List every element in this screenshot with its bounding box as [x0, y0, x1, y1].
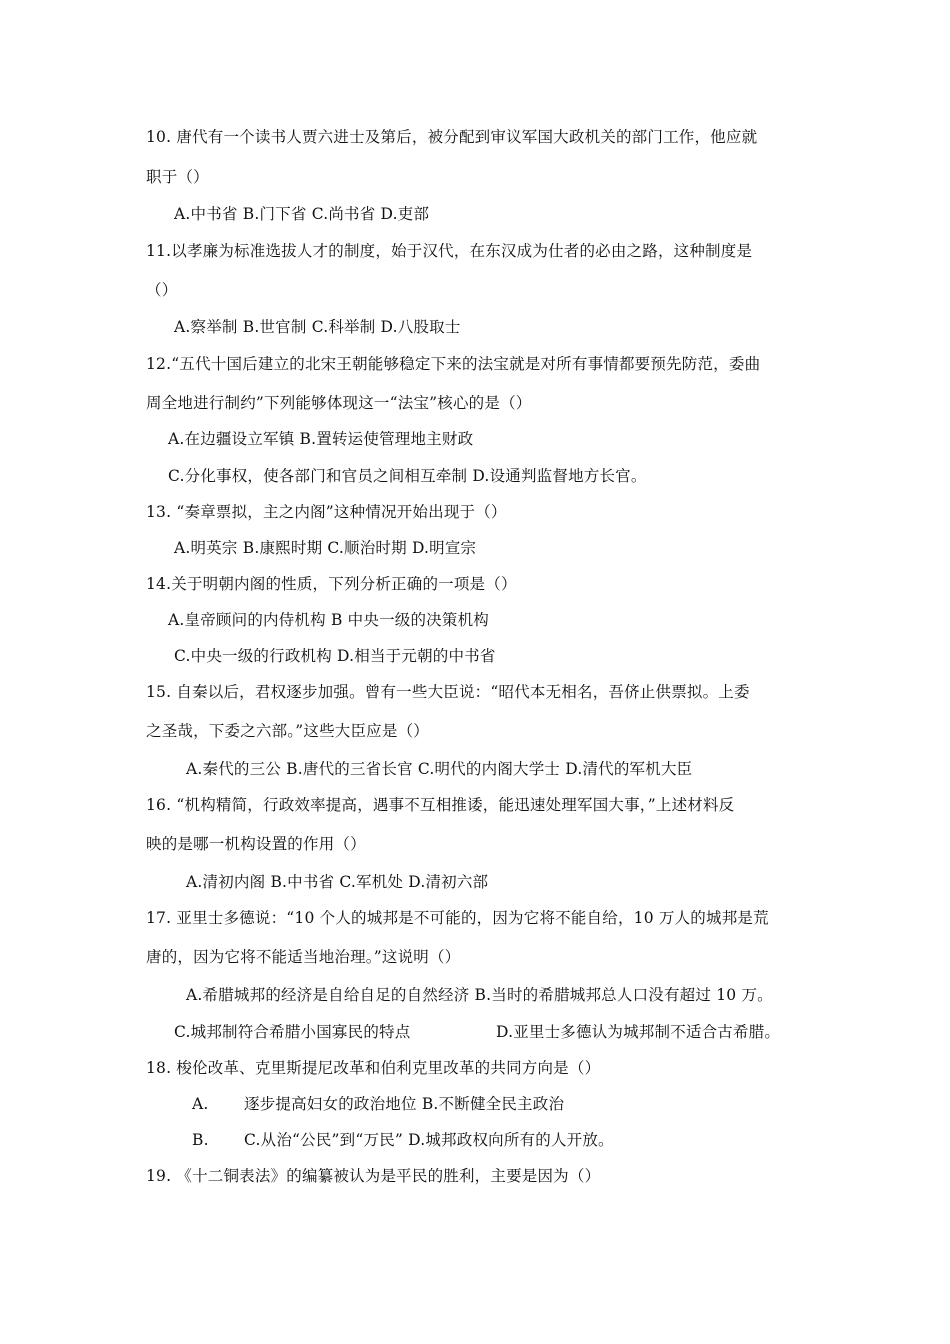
question-12-text-line-1: 12.“五代十国后建立的北宋王朝能够稳定下来的法宝就是对所有事情都要预先防范，委曲	[146, 355, 761, 373]
question-14-options-line-1: A.皇帝顾问的内侍机构 B 中央一级的决策机构	[168, 611, 489, 629]
question-17-text-line-2: 唐的，因为它将不能适当地治理。”这说明（）	[146, 948, 461, 966]
question-10-text-line-1: 10. 唐代有一个读书人贾六进士及第后，被分配到审议军国大政机关的部门工作，他应就	[146, 128, 758, 146]
question-18-options-line-2: C.从治“公民”到“万民” D.城邦政权向所有的人开放。	[244, 1131, 614, 1149]
question-18-option-label-b: B.	[192, 1131, 209, 1149]
question-15-options: A.秦代的三公 B.唐代的三省长官 C.明代的内阁大学士 D.清代的军机大臣	[186, 760, 693, 778]
question-16-options: A.清初内阁 B.中书省 C.军机处 D.清初六部	[186, 873, 489, 891]
question-17-option-c: C.城邦制符合希腊小国寡民的特点	[174, 1023, 411, 1041]
question-17-option-d: D.亚里士多德认为城邦制不适合古希腊。	[496, 1023, 781, 1041]
question-16-text-line-2: 映的是哪一机构设置的作用（）	[146, 835, 366, 853]
question-10-text-line-2: 职于（）	[146, 168, 209, 186]
question-12-options-line-2: C.分化事权，使各部门和官员之间相互牵制 D.设通判监督地方长官。	[168, 467, 647, 485]
question-12-options-line-1: A.在边疆设立军镇 B.置转运使管理地主财政	[168, 430, 474, 448]
question-13-text: 13. “奏章票拟，主之内阁”这种情况开始出现于（）	[146, 503, 507, 521]
question-18-text: 18. 梭伦改革、克里斯提尼改革和伯利克里改革的共同方向是（）	[146, 1059, 601, 1077]
question-15-text-line-1: 15. 自秦以后，君权逐步加强。曾有一些大臣说：“昭代本无相名，吾侪止供票拟。上委	[146, 683, 750, 701]
question-11-text-line-2: （）	[146, 281, 178, 299]
question-12-text-line-2: 周全地进行制约”下列能够体现这一“法宝”核心的是（）	[146, 394, 532, 412]
question-11-text-line-1: 11.以孝廉为标准选拔人才的制度，始于汉代，在东汉成为仕者的必由之路，这种制度是	[146, 242, 753, 260]
question-11-options: A.察举制 B.世官制 C.科举制 D.八股取士	[174, 318, 461, 336]
question-10-options: A.中书省 B.门下省 C.尚书省 D.吏部	[174, 205, 430, 223]
question-19-text: 19. 《十二铜表法》的编纂被认为是平民的胜利，主要是因为（）	[146, 1167, 601, 1185]
question-18-option-label-a: A.	[192, 1095, 209, 1113]
question-14-options-line-2: C.中央一级的行政机构 D.相当于元朝的中书省	[174, 647, 496, 665]
question-13-options: A.明英宗 B.康熙时期 C.顺治时期 D.明宣宗	[174, 539, 477, 557]
question-14-text: 14.关于明朝内阁的性质，下列分析正确的一项是（）	[146, 575, 517, 593]
question-18-options-line-1: 逐步提高妇女的政治地位 B.不断健全民主政治	[244, 1095, 565, 1113]
question-17-text-line-1: 17. 亚里士多德说：“10 个人的城邦是不可能的，因为它将不能自给，10 万人的城邦是荒	[146, 909, 769, 927]
question-17-options-line-1: A.希腊城邦的经济是自给自足的自然经济 B.当时的希腊城邦总人口没有超过 10 万。	[186, 986, 773, 1004]
question-15-text-line-2: 之圣哉，下委之六部。”这些大臣应是（）	[146, 722, 429, 740]
question-16-text-line-1: 16. “机构精简，行政效率提高，遇事不互相推诿，能迅速处理军国大事，”上述材料反	[146, 796, 735, 814]
